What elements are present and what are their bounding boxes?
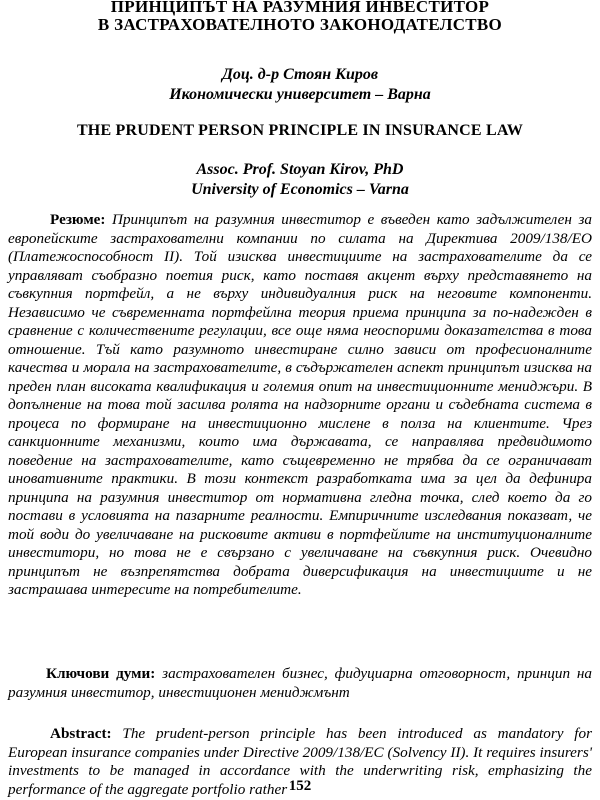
page-number: 152: [288, 778, 312, 794]
abstract-en-label: Abstract:: [50, 725, 123, 742]
author-affiliation-en: University of Economics – Varna: [191, 181, 409, 198]
title-en: THE PRUDENT PERSON PRINCIPLE IN INSURANCE LAW: [76, 122, 524, 139]
title-bg-line2: В ЗАСТРАХОВАТЕЛНОТО ЗАКОНОДАТЕЛСТВО: [97, 15, 503, 34]
author-name-en: Assoc. Prof. Stoyan Kirov, PhD: [196, 161, 404, 178]
keywords-bg-text: застрахователен бизнес, фидуциарна отговорност, принцип на разумния инвеститор, инвестиционен мениджмънт: [8, 665, 592, 701]
author-affiliation-bg: Икономически университет – Варна: [169, 86, 431, 103]
abstract-en-text: The prudent-person principle has been introduced as mandatory for European insurance companies under Directive 2009/138/EC (Solvency II). It requires insurers' investments to be managed in accordance with the underwriting risk, emphasizing the performance of the aggregate portfolio rather: [8, 725, 592, 798]
abstract-bg-text: Принципът на разумния инвеститор е въведен като задължителен за европейските застрахователни компании по силата на Директива 2009/138/ЕО (Платежоспособност II). Той изисква инвестициите на застрахователите да се управляват съобразно поетия риск, като поставя акцент върху представянето на съвкупния портфейл, а не върху индивидуалния риск на неговите компоненти. Независимо че съвременната портфейлна теория приема принципа за по-надежден в сравнение с количествените регулации, все още няма неоспорими доказателства в това отношение. Тъй като разумното инвестиране силно зависи от професионалните качества и морала на застрахователите, в съдържателен аспект принципът изисква на преден план високата квалификация и големия опит на инвестиционните мениджъри. В допълнение на това той засилва ролята на надзорните органи и съдебната система в процеса по формиране на инвестиционно мислене в полза на клиентите. Чрез санкционните механизми, които има държавата, се направлява предвидимото поведение на застрахователите, като същевременно не трябва да се ограничават иновативните практики. В този контекст разработката има за цел да дефинира принципа на разумния инвеститор от нормативна гледна точка, след което да го постави в условията на пазарните реалности. Емпиричните изследвания показват, че той води до увеличаване на рисковите активи в портфейлите на институционалните инвеститори, но това не е свързано с увеличаване на съвкупния риск. Очевидно принципът не възпрепятства добрата диверсификация на инвестициите и не застрашава интересите на потребителите.: [8, 211, 592, 598]
keywords-bg-label: Ключови думи:: [46, 665, 163, 682]
author-name-bg: Доц. д-р Стоян Киров: [221, 66, 379, 83]
abstract-bg: [8, 211, 592, 600]
title-bg-line1: ПРИНЦИПЪТ НА РАЗУМНИЯ ИНВЕСТИТОР: [110, 0, 490, 16]
keywords-bg: [8, 665, 592, 702]
abstract-bg-label: Резюме:: [50, 211, 112, 228]
